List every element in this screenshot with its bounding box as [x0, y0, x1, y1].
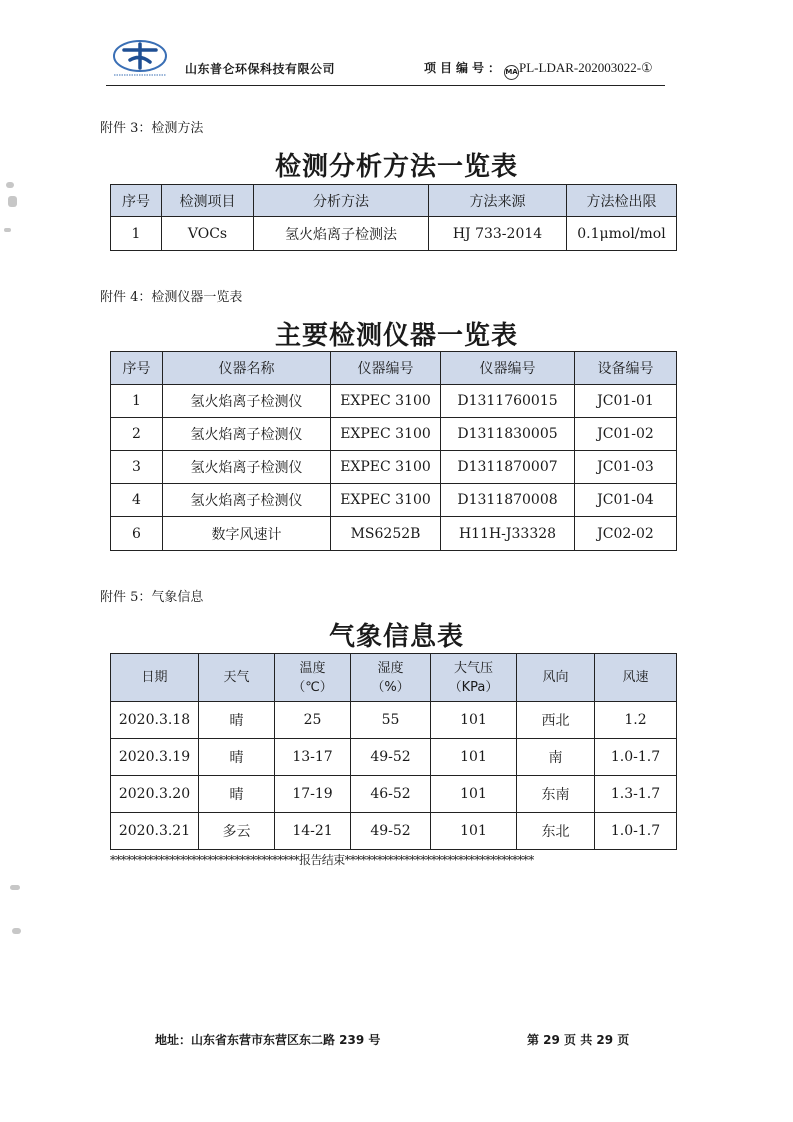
table-cell: 晴 [199, 702, 275, 739]
scan-speck [8, 196, 17, 207]
methods-header-row [111, 185, 677, 217]
table-cell: 0.1μmol/mol [567, 217, 677, 251]
instruments-header-cell: 仪器编号 [441, 352, 575, 385]
table-row [111, 517, 677, 551]
header-unit: （℃） [292, 679, 333, 695]
footer-page-number: 第 29 页 共 29 页 [527, 1033, 630, 1047]
table-cell: H11H-J33328 [441, 517, 575, 551]
table-cell: 多云 [199, 813, 275, 850]
weather-header-cell [275, 654, 351, 702]
table-cell: VOCs [162, 217, 254, 251]
company-name: 山东普仑环保科技有限公司 [185, 62, 336, 76]
table-cell: 13-17 [275, 739, 351, 776]
table-cell: 1.0-1.7 [595, 739, 677, 776]
table-row [111, 217, 677, 251]
table-row [111, 451, 677, 484]
scan-speck [4, 228, 11, 232]
table-cell: D1311870007 [441, 451, 575, 484]
methods-header-cell: 分析方法 [254, 185, 429, 217]
weather-header-cell [517, 654, 595, 702]
table-cell: 6 [111, 517, 163, 551]
table-cell: JC01-04 [575, 484, 677, 517]
table-cell: 49-52 [351, 739, 431, 776]
instruments-header-cell: 设备编号 [575, 352, 677, 385]
table-cell: 2020.3.20 [111, 776, 199, 813]
table-cell: 46-52 [351, 776, 431, 813]
instruments-header-cell: 仪器名称 [163, 352, 331, 385]
methods-header-cell: 方法检出限 [567, 185, 677, 217]
instruments-header-cell: 仪器编号 [331, 352, 441, 385]
instruments-table-title: 主要检测仪器一览表 [274, 321, 518, 351]
table-cell: 2020.3.19 [111, 739, 199, 776]
table-cell: 东南 [517, 776, 595, 813]
table-cell: JC01-01 [575, 385, 677, 418]
methods-header-cell: 方法来源 [429, 185, 567, 217]
table-cell: 晴 [199, 776, 275, 813]
methods-table-title: 检测分析方法一览表 [274, 152, 518, 182]
table-cell: 2 [111, 418, 163, 451]
table-cell: 55 [351, 702, 431, 739]
table-cell: 氢火焰离子检测仪 [163, 385, 331, 418]
scan-speck [10, 885, 20, 890]
table-cell: 氢火焰离子检测仪 [163, 418, 331, 451]
table-cell: D1311870008 [441, 484, 575, 517]
weather-header-row [111, 654, 677, 702]
ma-mark-icon: MA [504, 65, 519, 80]
table-cell: 南 [517, 739, 595, 776]
table-cell: D1311760015 [441, 385, 575, 418]
table-cell: 西北 [517, 702, 595, 739]
table-cell: 氢火焰离子检测仪 [163, 451, 331, 484]
scan-speck [12, 928, 21, 934]
project-number-value: PL-LDAR-202003022-① [519, 60, 653, 75]
table-row [111, 484, 677, 517]
header-line: 风速 [622, 670, 649, 685]
table-row [111, 813, 677, 850]
table-cell: EXPEC 3100 [331, 451, 441, 484]
header-line: 大气压 [453, 660, 493, 676]
footer-address: 地址：山东省东营市东营区东二路 239 号 [155, 1033, 381, 1047]
header-line: 天气 [223, 670, 250, 685]
table-cell: 2020.3.18 [111, 702, 199, 739]
instruments-header-row [111, 352, 677, 385]
instruments-table [110, 351, 677, 551]
table-cell: JC02-02 [575, 517, 677, 551]
header-unit: （KPa） [448, 679, 499, 695]
header-line: 温度 [299, 660, 326, 676]
company-logo [110, 38, 170, 80]
weather-header-cell [431, 654, 517, 702]
table-row [111, 385, 677, 418]
header-line: 日期 [141, 670, 168, 685]
scan-speck [6, 182, 14, 188]
report-end-line: ***********************************报告结束*********************************** [110, 853, 534, 867]
table-cell: 14-21 [275, 813, 351, 850]
table-row [111, 776, 677, 813]
table-row [111, 702, 677, 739]
methods-header-cell: 检测项目 [162, 185, 254, 217]
header-line: 湿度 [377, 660, 404, 676]
weather-table-title: 气象信息表 [328, 622, 464, 652]
table-cell: 17-19 [275, 776, 351, 813]
table-cell: 1.0-1.7 [595, 813, 677, 850]
table-cell: 晴 [199, 739, 275, 776]
table-cell: 2020.3.21 [111, 813, 199, 850]
table-cell: 101 [431, 739, 517, 776]
weather-header-cell [111, 654, 199, 702]
attachment-3-label: 附件 3：检测方法 [100, 121, 204, 136]
table-cell: 101 [431, 702, 517, 739]
table-cell: 49-52 [351, 813, 431, 850]
attachment-5-label: 附件 5：气象信息 [100, 590, 204, 605]
table-cell: 1.2 [595, 702, 677, 739]
project-number-label: 项目编号： [424, 61, 505, 75]
table-cell: EXPEC 3100 [331, 385, 441, 418]
table-cell: MS6252B [331, 517, 441, 551]
table-cell: EXPEC 3100 [331, 418, 441, 451]
table-row [111, 418, 677, 451]
header-line: 风向 [542, 670, 569, 685]
table-cell: 1.3-1.7 [595, 776, 677, 813]
table-cell: 1 [111, 385, 163, 418]
table-cell: 25 [275, 702, 351, 739]
weather-header-cell [199, 654, 275, 702]
table-cell: 4 [111, 484, 163, 517]
header-divider [106, 85, 665, 86]
attachment-4-label: 附件 4：检测仪器一览表 [100, 290, 243, 305]
table-cell: 101 [431, 776, 517, 813]
weather-header-cell [595, 654, 677, 702]
table-cell: 101 [431, 813, 517, 850]
weather-header-cell [351, 654, 431, 702]
table-cell: 1 [111, 217, 162, 251]
table-cell: 数字风速计 [163, 517, 331, 551]
table-cell: 氢火焰离子检测法 [254, 217, 429, 251]
weather-table [110, 653, 677, 850]
table-row [111, 739, 677, 776]
table-cell: 3 [111, 451, 163, 484]
instruments-header-cell: 序号 [111, 352, 163, 385]
table-cell: 氢火焰离子检测仪 [163, 484, 331, 517]
table-cell: HJ 733-2014 [429, 217, 567, 251]
methods-header-cell: 序号 [111, 185, 162, 217]
project-number [424, 59, 653, 80]
header-unit: （%） [371, 679, 410, 695]
methods-table [110, 184, 677, 251]
table-cell: 东北 [517, 813, 595, 850]
table-cell: D1311830005 [441, 418, 575, 451]
table-cell: JC01-03 [575, 451, 677, 484]
table-cell: EXPEC 3100 [331, 484, 441, 517]
table-cell: JC01-02 [575, 418, 677, 451]
